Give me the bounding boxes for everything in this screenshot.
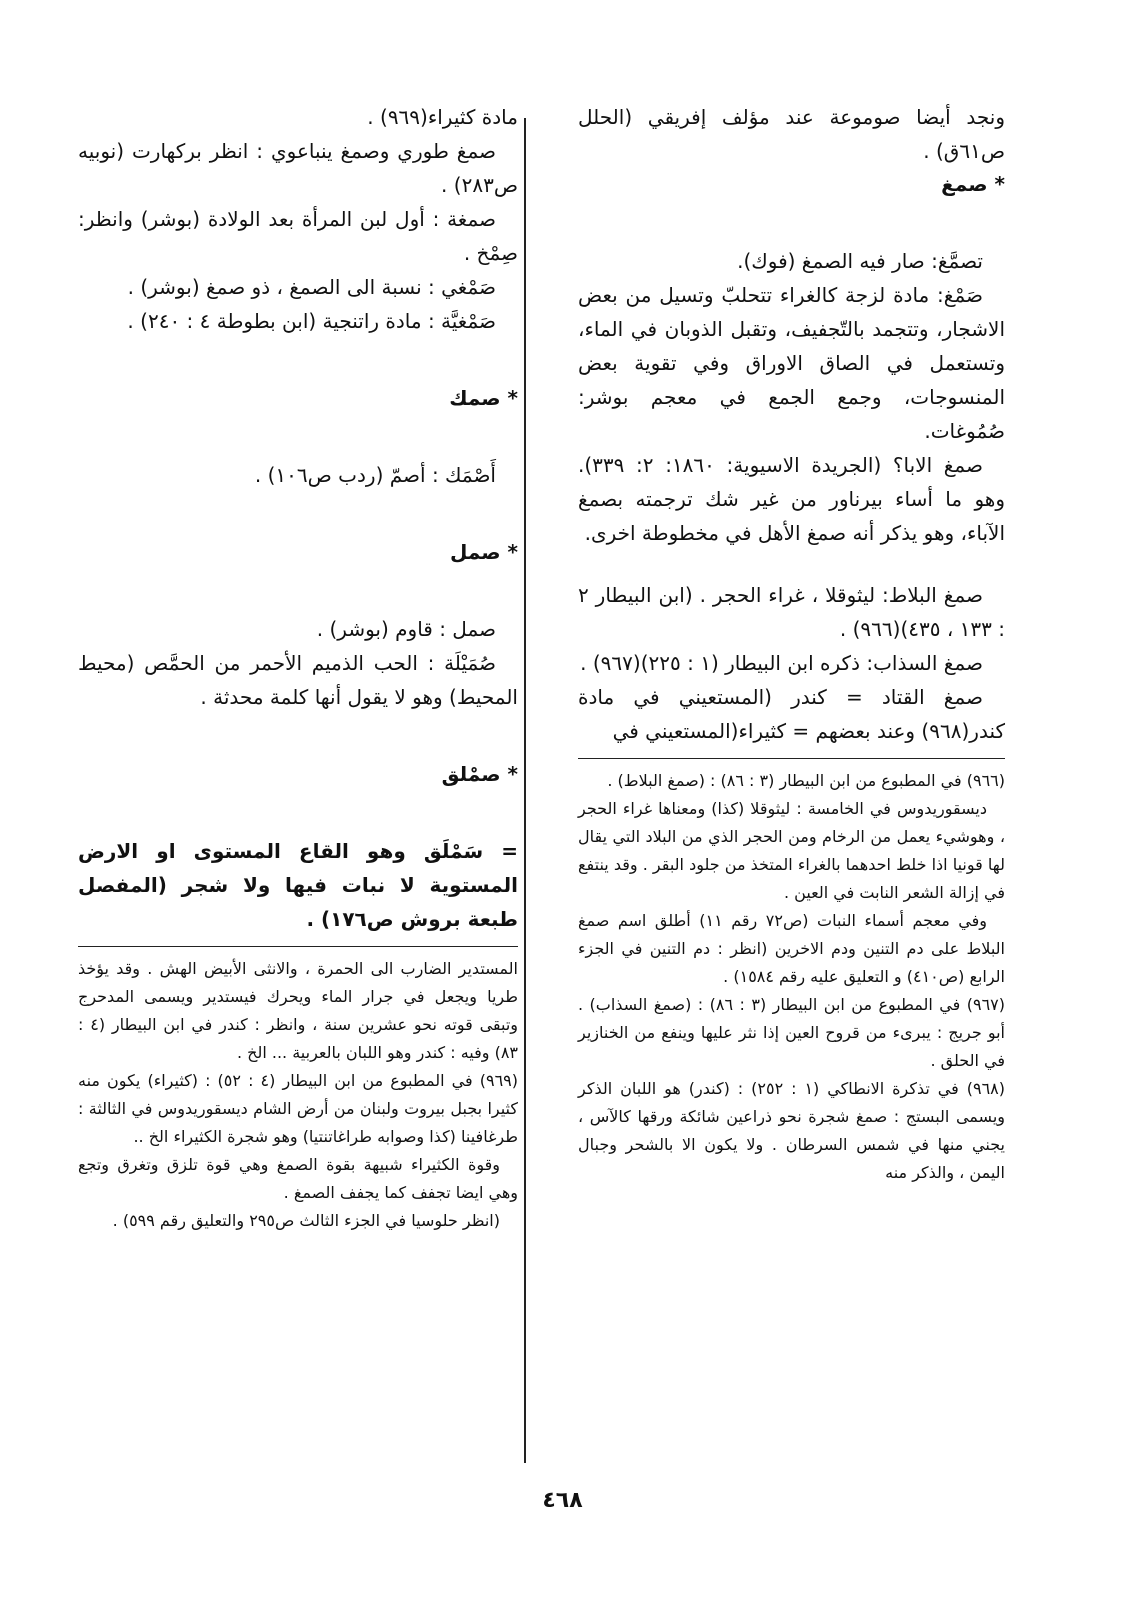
column-divider	[524, 118, 526, 1463]
footnote-968-cont: المستدير الضارب الى الحمرة ، والانثى الأبيض الهش . وقد يؤخذ طريا ويجعل في جرار الماء ويحرك فيستدير ويسمى المدحرج وتبقى قوته نحو عشرين سنة ، وانظر : كندر في ابن البيطار (٤ : ٨٣) وفيه : كندر وهو اللبان بالعربية ... الخ .	[78, 959, 519, 1062]
footnote-969-cont2: (انظر حلوسيا في الجزء الثالث ص٢٩٥ والتعليق رقم ٥٩٩) .	[112, 1211, 500, 1230]
entry-samgh-al-aba: صمغ الابا؟ (الجريدة الاسيوية: ١٨٦٠: ٢: ٣٣٩). وهو ما أساء بيرناور من غير شك ترجمته بصمغ الآباء، وهو يذكر أنه صمغ الأهل في مخطوطة اخرى.	[578, 453, 1005, 545]
spacer	[78, 338, 518, 382]
spacer	[78, 714, 518, 758]
entry-asmak: أَصْمَك : أصمّ (ردب ص١٠٦) .	[254, 463, 496, 487]
spacer	[78, 790, 518, 834]
page-number: ٤٦٨	[542, 1488, 583, 1513]
entry-head-samal: * صمل	[449, 540, 518, 564]
entry-samgh-turi: صمغ طوري وصمغ ينباعوي : انظر بركهارت (نوبيه ص٢٨٣) .	[78, 139, 518, 197]
footnote-966: (٩٦٦) في المطبوع من ابن البيطار (٣ : ٨٦) : (صمغ البلاط) .	[607, 771, 1005, 790]
footnote-968: (٩٦٨) في تذكرة الانطاكي (١ : ٢٥٢) : (كندر) هو اللبان الذكر ويسمى البستج : صمغ شجرة نحو ذراعين شائكة ورقها كالآس ، يجني منها في شمس السرطان . ولا يكون الا بالشحر وجبال اليمن ، والذكر منه	[578, 1079, 1006, 1182]
entry-sumayla: صُمَيْلَة : الحب الذميم الأحمر من الحمَّص (محيط المحيط) وهو لا يقول أنها كلمة محدثة .	[78, 651, 518, 709]
entry-tasammagha: تصمَّغ: صار فيه الصمغ (فوك).	[737, 249, 983, 273]
entry-samal: صمل : قاوم (بوشر) .	[316, 617, 496, 641]
entry-head-samlaq: * صمْلق	[441, 762, 518, 786]
entry-samgh-definition: صَمْغ: مادة لزجة كالغراء تتحلبّ وتسيل من بعض الاشجار، وتتجمد بالتّجفيف، وتقبل الذوبان في الماء، وتستعمل في الصاق الاوراق وفي تقوية بعض المنسوجات، وجمع الجمع في معجم بوشر: صُمُوغات.	[578, 283, 1005, 443]
intro-paragraph: ونجد أيضا صوموعة عند مؤلف إفريقي (الحلل ص٦١ق) .	[578, 105, 1005, 163]
entry-kathira-ref: مادة كثيراء(٩٦٩) .	[367, 105, 518, 129]
footnote-966-cont2: وفي معجم أسماء النبات (ص٧٢ رقم ١١) أطلق اسم صمغ البلاط على دم التنين ودم الاخرين (انظر : دم التنين في الجزء الرابع (ص٤١٠) و التعليق عليه رقم ١٥٨٤) .	[578, 911, 1005, 986]
left-column	[78, 100, 518, 1235]
entry-samgha: صمغة : أول لبن المرأة بعد الولادة (بوشر) وانظر: صِمْخ .	[78, 207, 518, 265]
entry-samgh-al-balat: صمغ البلاط: ليثوقلا ، غراء الحجر . (ابن البيطار ٢ : ١٣٣ ، ٤٣٥)(٩٦٦) .	[578, 583, 1005, 641]
footnote-rule	[78, 946, 518, 947]
footnote-rule	[578, 758, 1005, 759]
footnote-967: (٩٦٧) في المطبوع من ابن البيطار (٣ : ٨٦) : (صمغ السذاب) . أبو جريج : يبرىء من قروح العين إذا نثر عليها وينفع من الخنازير في الحلق .	[578, 995, 1005, 1070]
entry-samgh-al-qatad: صمغ القتاد = كندر (المستعيني في مادة كندر(٩٦٨) وعند بعضهم = كثيراء(المستعيني في	[578, 685, 1005, 743]
spacer	[578, 550, 1005, 578]
entry-head-samak: * صمك	[449, 386, 518, 410]
footnote-969: (٩٦٩) في المطبوع من ابن البيطار (٤ : ٥٢) : (كثيراء) يكون منه كثيرا بجبل بيروت ولبنان من أرض الشام ديسقوريدوس في الثالثة : طرغافينا (كذا وصوابه طراغاتنتيا) وهو شجرة الكثيراء الخ ..	[78, 1071, 518, 1146]
entry-samgh-al-sadhab: صمغ السذاب: ذكره ابن البيطار (١ : ٢٢٥)(٩٦٧) .	[580, 651, 983, 675]
entry-samlaq: = سَمْلَق وهو القاع المستوى او الارض المستوية لا نبات فيها ولا شجر (المفصل طبعة بروش ص١٧٦) .	[78, 839, 518, 931]
spacer	[578, 200, 1005, 244]
entry-samghiyya: صَمْغيَّة : مادة راتنجية (ابن بطوطة ٤ : ٢٤٠) .	[127, 309, 496, 333]
entry-head-samgh: * صمغ	[941, 172, 1005, 196]
entry-samghi: صَمْغي : نسبة الى الصمغ ، ذو صمغ (بوشر) .	[127, 275, 496, 299]
right-column	[578, 100, 1005, 1187]
spacer	[78, 414, 518, 458]
footnote-969-cont: وقوة الكثيراء شبيهة بقوة الصمغ وهي قوة تلزق وتغرق وتجع وهي ايضا تجفف كما يجفف الصمغ .	[78, 1155, 518, 1202]
spacer	[78, 568, 518, 612]
spacer	[78, 492, 518, 536]
footnote-966-cont: ديسقوريدوس في الخامسة : ليثوقلا (كذا) ومعناها غراء الحجر ، وهوشيء يعمل من الرخام ومن الحجر الذي من البلاد التي يقال لها قونيا اذا خلط احدهما بالغراء المتخذ من جلود البقر . وقد ينتفع في إزالة الشعر النابت في العين .	[578, 799, 1005, 902]
